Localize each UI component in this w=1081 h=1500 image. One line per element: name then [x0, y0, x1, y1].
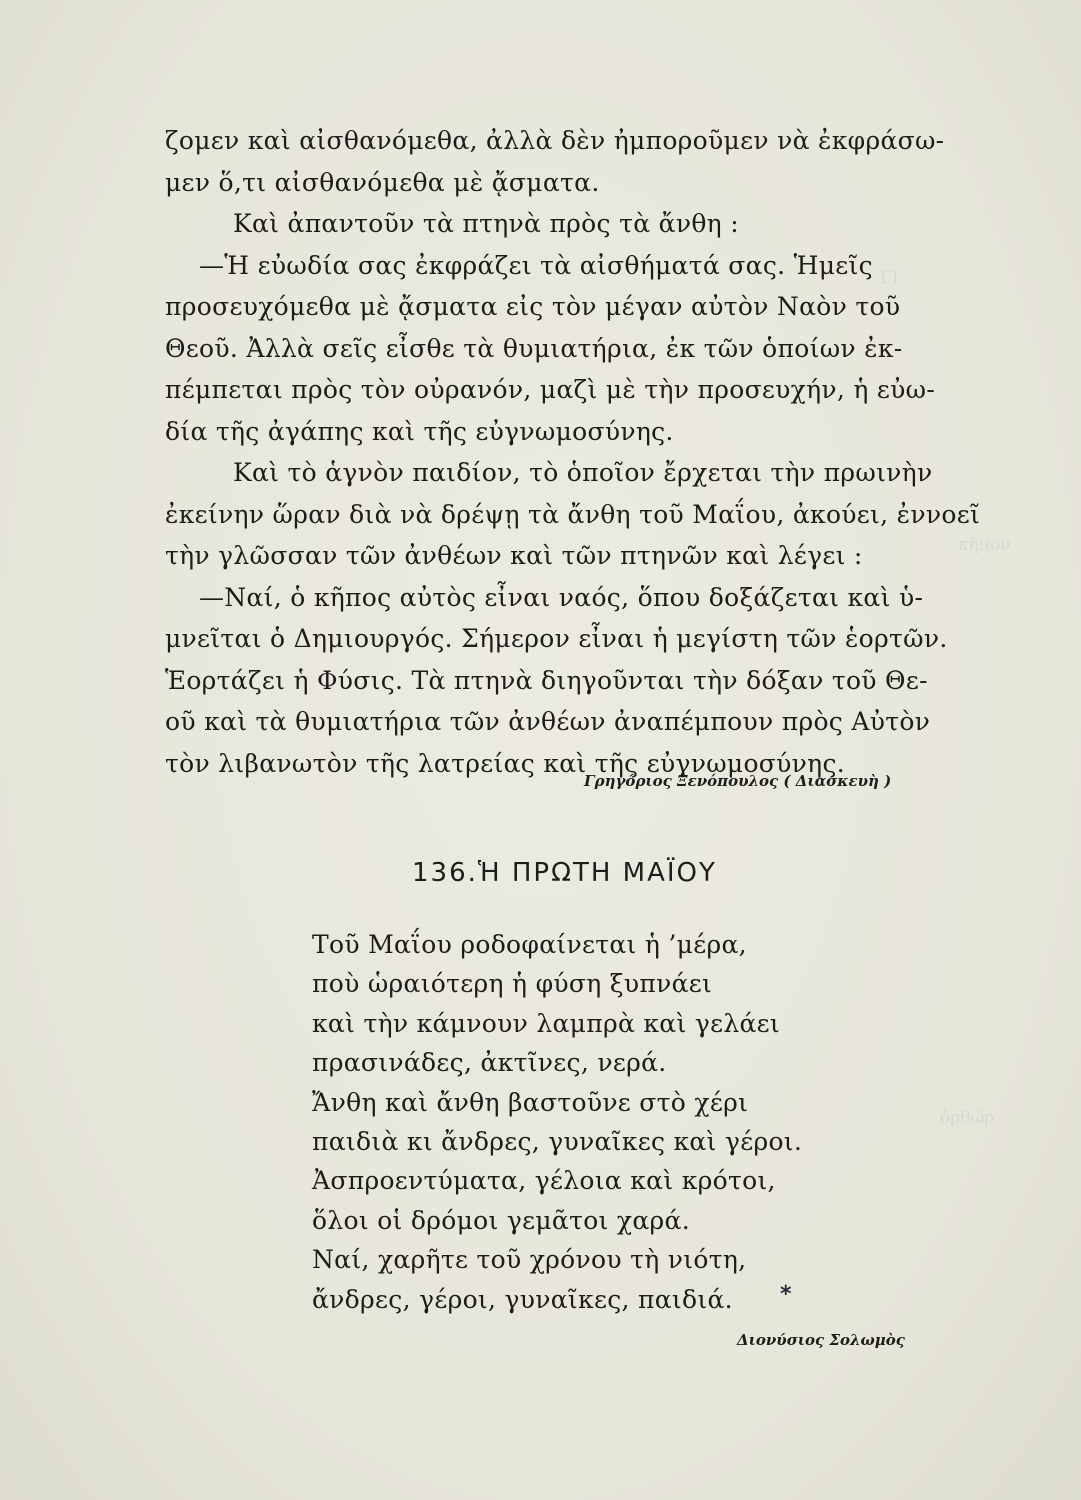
poem-line: πρασινάδες, ἀκτῖνες, νερά. — [312, 1048, 667, 1078]
poem-line: Ναί, χαρῆτε τοῦ χρόνου τὴ νιότη, — [312, 1245, 747, 1275]
prose-author: Γρηγόριος Ξενόπουλος ( Διασκευὴ ) — [584, 772, 892, 790]
poem-line: Τοῦ Μαΐου ροδοφαίνεται ἡ ’μέρα, — [312, 930, 747, 959]
poem-line: ποὺ ὡραιότερη ἡ φύση ξυπνάει — [312, 969, 713, 999]
poem-line: καὶ τὴν κάμνουν λαμπρὰ καὶ γελάει — [312, 1008, 781, 1038]
text-line: τὴν γλῶσσαν τῶν ἀνθέων καὶ τῶν πτηνῶν καὶ λέγει : — [165, 541, 863, 570]
text-line: πέμπεται πρὸς τὸν οὐρανόν, μαζὶ μὲ τὴν προσευχήν, ἡ εὐω- — [165, 375, 936, 404]
bleed-through-text: ὀρθώρ — [940, 1108, 995, 1128]
text-line: προσευχόμεθα μὲ ᾄσματα εἰς τὸν μέγαν αὐτὸν Ναὸν τοῦ — [165, 292, 901, 321]
section-heading: 136.Ἡ ΠΡΩΤΗ ΜΑΪΟΥ — [412, 858, 717, 888]
bleed-through-text: κῆπον — [958, 535, 1011, 555]
prose-block — [165, 120, 985, 784]
text-line: μνεῖται ὁ Δημιουργός. Σήμερον εἶναι ἡ μεγίστη τῶν ἑορτῶν. — [165, 624, 948, 653]
text-line: ἐκείνην ὥραν διὰ νὰ δρέψῃ τὰ ἄνθη τοῦ Μαΐου, ἀκούει, ἐννοεῖ — [165, 499, 981, 529]
text-line: Ἑορτάζει ἡ Φύσις. Τὰ πτηνὰ διηγοῦνται τὴν δόξαν τοῦ Θε- — [165, 665, 928, 695]
text-line: —Ναί, ὁ κῆπος αὐτὸς εἶναι ναός, ὅπου δοξάζεται καὶ ὑ- — [199, 582, 924, 612]
poem-line: Ἀσπροεντύματα, γέλοια καὶ κρότοι, — [312, 1166, 776, 1196]
poem-author: Διονύσιος Σολωμὸς — [737, 1331, 905, 1349]
bleed-through-text: ΓΙ — [880, 268, 899, 288]
asterisk-mark: * — [780, 1282, 792, 1307]
text-line: Καὶ τὸ ἁγνὸν παιδίον, τὸ ὁποῖον ἔρχεται τὴν πρωινὴν — [233, 458, 933, 487]
text-line: οῦ καὶ τὰ θυμιατήρια τῶν ἀνθέων ἀναπέμπουν πρὸς Αὐτὸν — [165, 707, 931, 736]
poem-line: ἄνδρες, γέροι, γυναῖκες, παιδιά. — [312, 1284, 733, 1314]
text-line: μεν ὅ,τι αἰσθανόμεθα μὲ ᾄσματα. — [165, 167, 600, 197]
text-line: ζομεν καὶ αἰσθανόμεθα, ἀλλὰ δὲν ἠμποροῦμεν νὰ ἐκφράσω- — [165, 126, 945, 155]
text-line: Θεοῦ. Ἀλλὰ σεῖς εἶσθε τὰ θυμιατήρια, ἐκ τῶν ὁποίων ἐκ- — [165, 333, 903, 363]
text-line: δία τῆς ἀγάπης καὶ τῆς εὐγνωμοσύνης. — [165, 416, 674, 446]
text-line: Καὶ ἀπαντοῦν τὰ πτηνὰ πρὸς τὰ ἄνθη : — [233, 209, 739, 238]
text-line: τὸν λιβανωτὸν τῆς λατρείας καὶ τῆς εὐγνωμοσύνης. — [165, 748, 845, 778]
poem-line: παιδιὰ κι ἄνδρες, γυναῖκες καὶ γέροι. — [312, 1127, 803, 1157]
poem-block — [312, 925, 952, 1319]
poem-line: Ἄνθη καὶ ἄνθη βαστοῦνε στὸ χέρι — [312, 1087, 749, 1117]
text-line: —Ἡ εὐωδία σας ἐκφράζει τὰ αἰσθήματά σας. Ἡμεῖς — [199, 250, 873, 280]
poem-line: ὅλοι οἱ δρόμοι γεμᾶτοι χαρά. — [312, 1205, 690, 1235]
